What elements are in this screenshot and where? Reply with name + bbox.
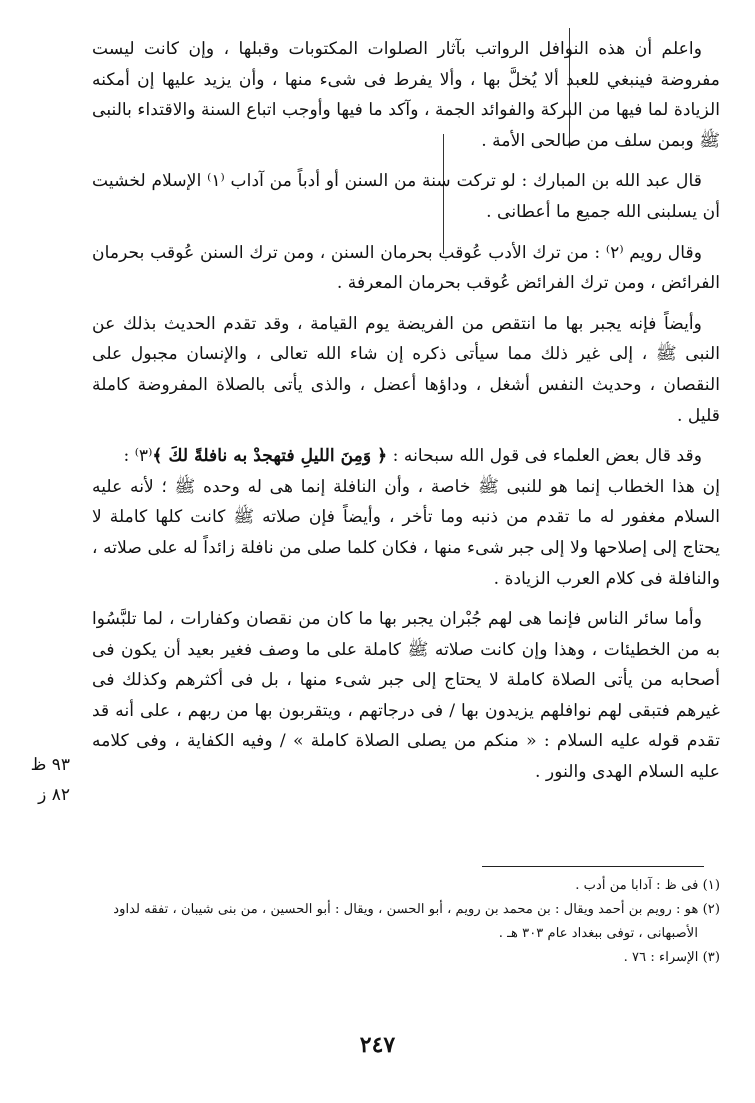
paragraph [92,604,720,788]
footnotes [92,874,720,970]
page-number: ٢٤٧ [359,1032,396,1058]
paragraph [92,166,720,227]
footnote-ref: ⁽٣⁾ : [123,446,153,467]
margin-note: ٩٣ ظ [30,755,70,775]
footnote-separator [482,866,704,867]
footnote: (١) فى ظ : آدابا من أدب . [575,878,720,893]
paragraph-text: وأما سائر الناس فإنما هى لهم جُبْران يجبر بها ما كان من نقصان وكفارات ، لما تلبَّسُوا به من الخطيئات ، وهذا وإن كانت صلاته ﷺ كاملة على ما وصف فغير بعيد أن يكون فى أصحابه من يأتى الصلاة كاملة لا يحتاج إلى جبر شىء منها ، بل فى أكثرهم وكذلك فى غيرهم فتبقى لهم نوافلهم يزيدون بها / فى درجاتهم ، ويتقربون بها من ربهم ، على أنه قد تقدم قوله عليه السلام : « منكم من يصلى الصلاة كاملة » / وفيه الكفاية ، وفى كلامه عليه السلام الهدى والنور . [92,609,720,783]
quran-intro: وقد قال بعض العلماء فى قول الله سبحانه : [387,446,702,467]
footnote: (٢) هو : رويم بن أحمد ويقال : بن محمد بن رويم ، أبو الحسن ، ويقال : أبو الحسين ، من بنى شيبان ، تفقه لداود [113,902,720,917]
footnote-continuation: الأصبهانى ، توفى ببغداد عام ٣٠٣ هـ . [498,926,698,941]
paragraph-text: وأيضاً فإنه يجبر بها ما انتقص من الفريضة يوم القيامة ، وقد تقدم الحديث بذلك عن النبى ﷺ ، إلى غير ذلك مما سيأتى ذكره إن شاء الله تعالى ، والإنسان مجبول على النقصان ، وحديث النفس أشغل ، وداؤها أعضل ، والذى يأتى بالصلاة المفروضة كاملة قليل . [92,313,720,426]
margin-note: ٨٢ ز [38,785,70,805]
paragraph [92,34,720,156]
quran-paragraph [92,441,720,594]
paragraph [92,238,720,299]
paragraph-text: وقال رويم ⁽٢⁾ : من ترك الأدب عُوقب بحرمان السنن ، ومن ترك السنن عُوقب بحرمان الفرائض ، ومن ترك الفرائض عُوقب بحرمان المعرفة . [92,242,720,294]
paragraph-text: إن هذا الخطاب إنما هو للنبى ﷺ خاصة ، وأن النافلة إنما هى له وحده ﷺ ؛ لأنه عليه السلام مغفور له ما تقدم من ذنبه وما تأخر ، وأيضاً فإن صلاته ﷺ كانت كلها كاملة لا يحتاج إلى إصلاحها ولا إلى جبر شىء منها ، فكان كلما صلى من نافلة زائداً له على صلاته ، والنافلة فى كلام العرب الزيادة . [92,476,720,589]
paragraph [92,309,720,431]
footnote: (٣) الإسراء : ٧٦ . [623,950,720,965]
main-text [92,34,720,798]
quran-verse: ﴿ وَمِنَ الليلِ فتهجدْ به نافلةً لكَ ﴾ [152,446,388,467]
paragraph-text: واعلم أن هذه النوافل الرواتب بآثار الصلوات المكتوبات وقبلها ، وإن كانت ليست مفروضة فينبغي للعبد ألا يُخلَّ بها ، وألا يفرط فى شىء منها ، وأن يزيد عليها إن أمكنه الزيادة لما فيها من البركة والفوائد الجمة ، وآكد ما فيها وأوجب اتباع السنة والاقتداء بالنبى ﷺ وبمن سلف من صالحى الأمة . [92,39,720,151]
paragraph-text: قال عبد الله بن المبارك : لو تركت سنة من السنن أو أدباً من آداب ⁽١⁾ الإسلام لخشيت أن يسلبنى الله جميع ما أعطانى . [92,171,720,222]
